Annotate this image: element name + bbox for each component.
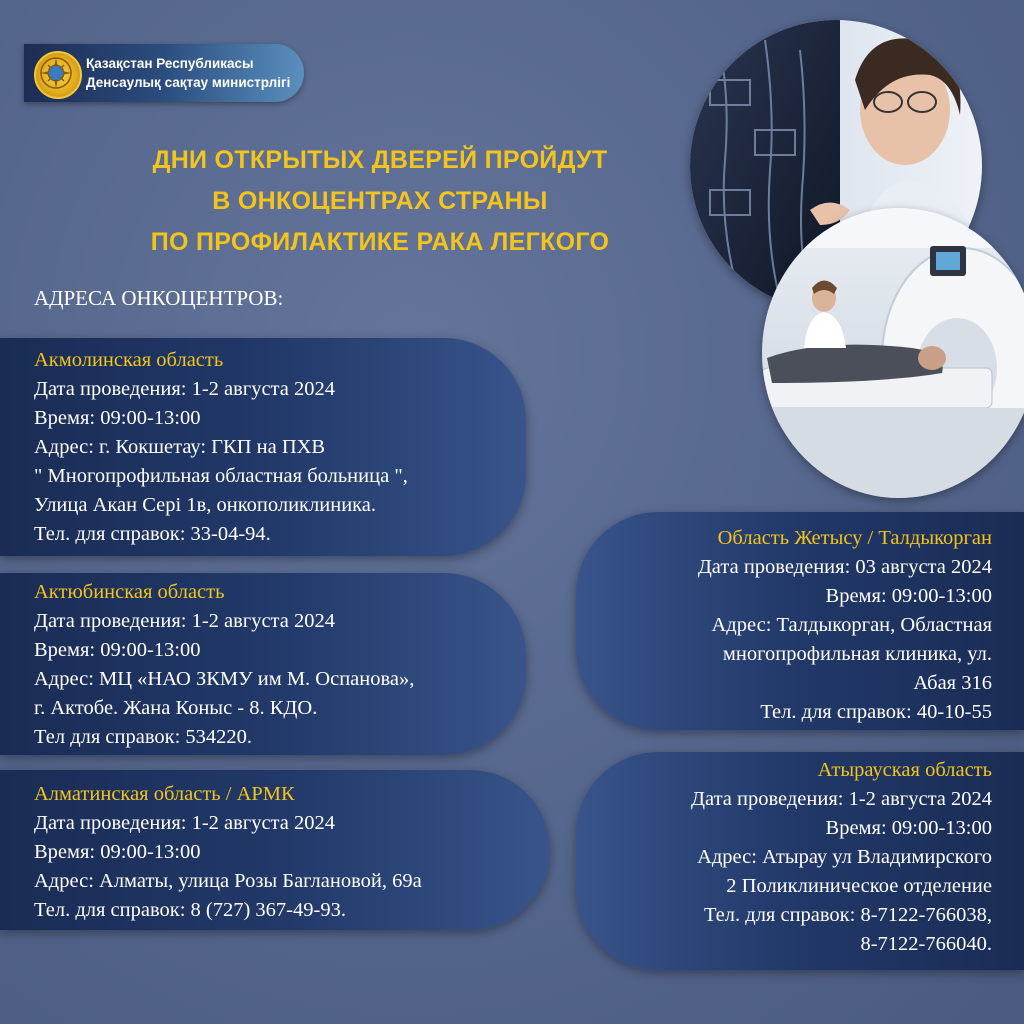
center-date: Дата проведения: 1-2 августа 2024 [34, 812, 335, 834]
center-time: Время: 09:00-13:00 [34, 841, 201, 863]
center-address: Адрес: Талдыкорган, Областная [711, 614, 992, 636]
center-address: Адрес: Алматы, улица Розы Баглановой, 69а [34, 870, 422, 892]
center-address: Абая 316 [913, 672, 992, 694]
mri-scanner-photo [762, 208, 1024, 498]
center-phone: Тел для справок: 534220. [34, 726, 253, 748]
center-region: Актюбинская область [34, 581, 225, 603]
ministry-name [86, 54, 290, 92]
ministry-header [24, 44, 304, 102]
center-phone: 8-7122-766040. [860, 933, 992, 955]
center-card-zhetysu [576, 512, 1024, 730]
center-phone: Тел. для справок: 33-04-94. [34, 523, 271, 545]
center-time: Время: 09:00-13:00 [34, 407, 201, 429]
center-card-atyrau [576, 752, 1024, 970]
center-card-aktobe [0, 573, 526, 755]
ministry-line-1: Қазақстан Республикасы [86, 56, 254, 71]
center-card-almaty [0, 770, 550, 930]
center-time: Время: 09:00-13:00 [34, 639, 201, 661]
title-line-1: ДНИ ОТКРЫТЫХ ДВЕРЕЙ ПРОЙДУТ [152, 146, 608, 174]
center-region: Область Жетысу / Талдыкорган [717, 527, 992, 549]
center-region: Атырауская область [817, 759, 992, 781]
center-address: многопрофильная клиника, ул. [722, 643, 992, 665]
center-phone: Тел. для справок: 40-10-55 [760, 701, 992, 723]
center-address: Адрес: Атырау ул Владимирского [697, 846, 992, 868]
center-phone: Тел. для справок: 8-7122-766038, [703, 904, 992, 926]
center-address: " Многопрофильная областная больница ", [34, 465, 408, 487]
center-address: г. Актобе. Жана Коныс - 8. КДО. [34, 697, 318, 719]
center-address: 2 Поликлиническое отделение [726, 875, 992, 897]
center-address: Адрес: МЦ «НАО ЗКМУ им М. Оспанова», [34, 668, 415, 690]
center-address: Улица Акан Серi 1в, онкополиклиника. [34, 494, 377, 516]
center-card-akmola [0, 338, 526, 556]
center-date: Дата проведения: 1-2 августа 2024 [691, 788, 992, 810]
center-time: Время: 09:00-13:00 [825, 585, 992, 607]
center-time: Время: 09:00-13:00 [825, 817, 992, 839]
title-line-3: ПО ПРОФИЛАКТИКЕ РАКА ЛЕГКОГО [150, 228, 610, 256]
center-date: Дата проведения: 03 августа 2024 [697, 556, 992, 578]
center-region: Алматинская область / АРМК [34, 783, 295, 805]
center-address: Адрес: г. Кокшетау: ГКП на ПХВ [34, 436, 326, 458]
center-phone: Тел. для справок: 8 (727) 367-49-93. [34, 899, 346, 921]
state-emblem-icon [34, 51, 82, 99]
ministry-line-2: Денсаулық сақтау министрлігі [86, 75, 291, 90]
center-date: Дата проведения: 1-2 августа 2024 [34, 378, 335, 400]
addresses-heading: АДРЕСА ОНКОЦЕНТРОВ: [34, 286, 284, 310]
center-date: Дата проведения: 1-2 августа 2024 [34, 610, 335, 632]
title-line-2: В ОНКОЦЕНТРАХ СТРАНЫ [212, 187, 548, 215]
center-region: Акмолинская область [34, 349, 224, 371]
page-title [90, 140, 670, 263]
